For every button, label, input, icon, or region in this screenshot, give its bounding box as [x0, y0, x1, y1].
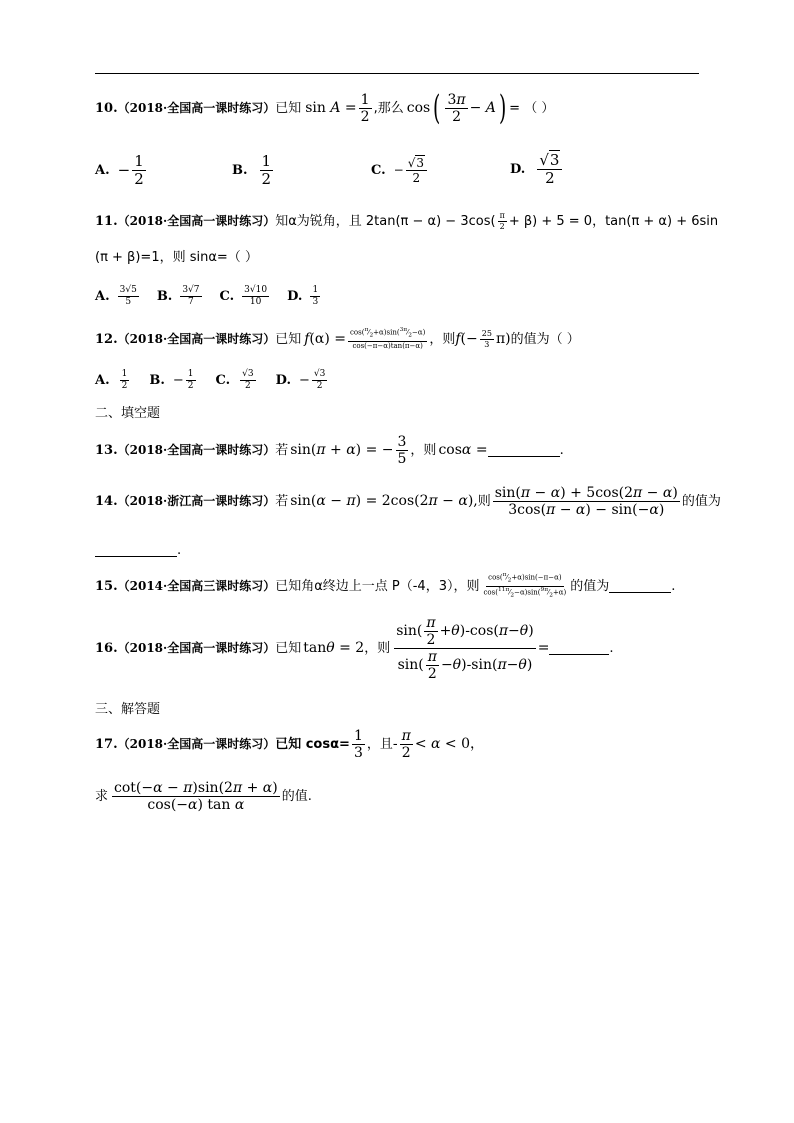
question-number: 10.: [95, 100, 118, 116]
header-rule: [95, 73, 699, 74]
q11-options: A. $\frac{3√5}{5}$ B. $\frac{3√7}{7}$ C. $\frac{3√10}{10}$ D. $\frac{1}{3}$: [95, 284, 319, 307]
question-source: （2018·全国高一课时练习）: [117, 101, 276, 115]
section-heading: 三、解答题: [95, 701, 161, 717]
option-c[interactable]: C. − $\frac{√3}{2}$: [371, 150, 429, 190]
option-a[interactable]: A. − $\frac{1}{2}$: [95, 151, 144, 188]
question-16: 16. （2018·全国高一课时练习） 已知 tanθ = 2 ，则 sin( $\frac{\pi}{2}$ + θ )-cos( π − θ ) sin( $\frac{\pi}{2}$ − θ )-sin( π − θ ) = .: [95, 614, 614, 682]
option-b[interactable]: B. $\frac{1}{2}$: [232, 151, 272, 188]
question-11-line2: (π + β)=1，则 sinα=（ ）: [95, 249, 258, 265]
question-15: 15. （2014·全国高三课时练习） 已知角α终边上一点 P（-4，3），则 $\frac{\cos(^\pi⁄_2+\alpha)\sin(-\pi-\alpha)}{\cos(^{11\pi}⁄_2-\alpha)\sin(^{9\pi}⁄_2+\alpha)}$ 的值为 .: [95, 571, 676, 599]
fraction: $\frac{1}{2}$: [360, 91, 370, 125]
question-17: 17. （2018·全国高一课时练习） 已知 cosα= $\frac{1}{3}$ ，且 - $\frac{\pi}{2}$ < α < 0，: [95, 727, 485, 761]
question-13: 13. （2018·全国高一课时练习） 若 sin(π + α) = − $\frac{3}{5}$ ，则 cosα = .: [95, 433, 564, 467]
option-b[interactable]: B.: [149, 372, 165, 388]
question-14-answer: .: [95, 542, 181, 558]
option-a[interactable]: A.: [95, 372, 110, 388]
option-d[interactable]: D. $\frac{√3}{2}$: [510, 148, 564, 190]
question-10: 10. （2018·全国高一课时练习） 已知 sin A = $\frac{1}{2}$ ,那么 cos ( $\frac{3\pi}{2}$ − A ) = （ ）: [95, 88, 555, 128]
question-17-line2: 求 $\frac{\cot(-\alpha - \pi)\sin(2\pi + \alpha)}{\text{cos(−α) tan α}}$ 的值.: [95, 779, 312, 813]
question-14: 14. （2018·浙江高一课时练习） 若 sin(α − π) = 2cos(2π − α), 则 $\frac{\sin(\pi - \alpha) + 5\cos(2\pi - \alpha)}{3\cos(\pi - \alpha) - \sin(-\alpha)}$ 的值为: [95, 484, 721, 518]
option-d[interactable]: D.: [287, 288, 303, 304]
option-c[interactable]: C.: [219, 288, 235, 304]
formula: sin A =: [305, 100, 357, 116]
q12-options: A. $\frac{1}{2}$ B. − $\frac{1}{2}$ C. $\frac{√3}{2}$ D. − $\frac{√3}{2}$: [95, 368, 326, 391]
answer-blank[interactable]: [549, 642, 609, 655]
option-b[interactable]: B.: [156, 288, 173, 304]
answer-blank[interactable]: [95, 544, 177, 557]
section-heading: 二、填空题: [95, 405, 161, 421]
answer-blank[interactable]: [609, 580, 671, 593]
answer-blank[interactable]: [488, 444, 560, 457]
question-12: 12. （2018·全国高一课时练习） 已知 f (α) = $\frac{\cos(^\pi⁄_2+\alpha)\sin(^{3\pi}⁄_2-\alpha)}{\cos(-\pi-\alpha)\tan(\pi-\alpha)}$ ，则 f (− $\frac{25}{3}$ π) 的值为（ ）: [95, 327, 580, 350]
option-a[interactable]: A.: [95, 288, 110, 304]
option-c[interactable]: C.: [215, 372, 231, 388]
option-d[interactable]: D.: [275, 372, 291, 388]
question-11: 11. （2018·全国高一课时练习） 知α为锐角，且 2tan(π − α) − 3cos( $\frac{\pi}{2}$ + β) + 5 = 0，tan(π + α) + 6sin: [95, 210, 719, 231]
